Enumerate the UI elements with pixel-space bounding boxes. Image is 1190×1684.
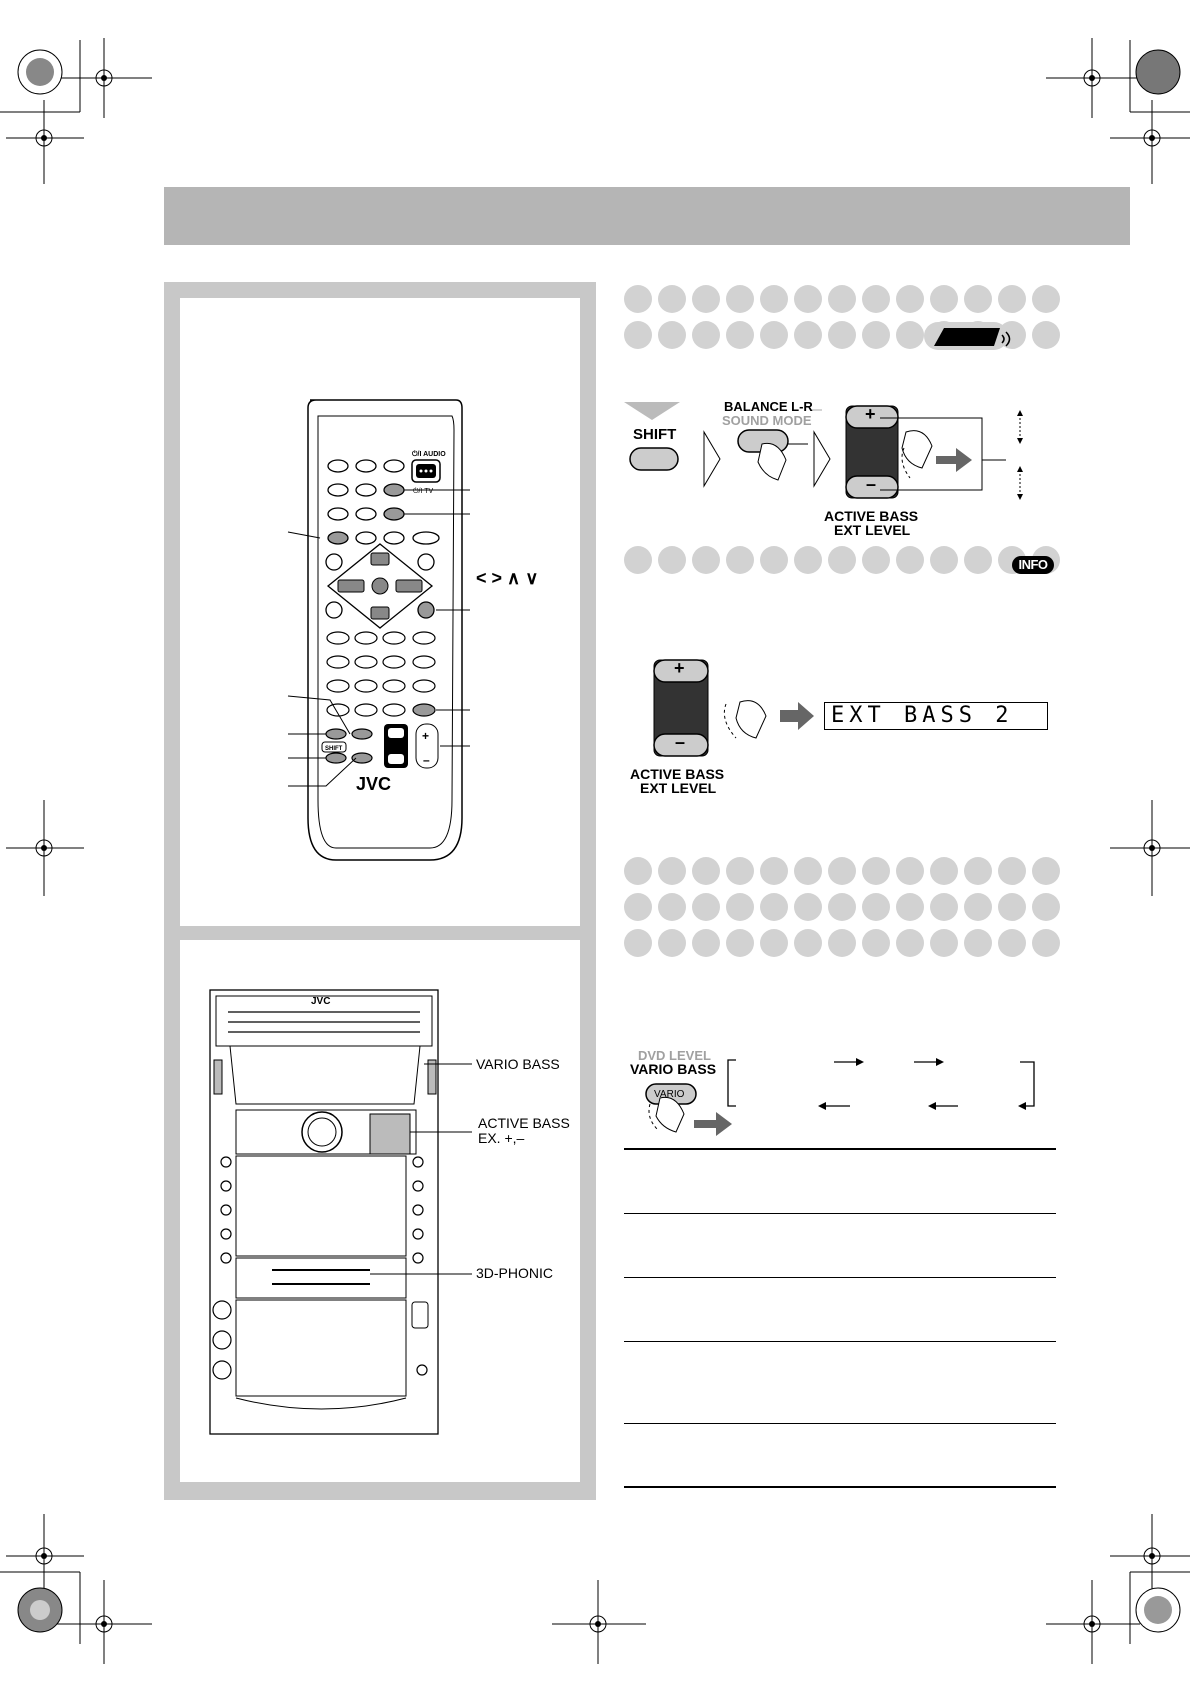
- step1-minus-label: –: [866, 474, 877, 494]
- step2-ext-level-label: EXT LEVEL: [640, 780, 717, 796]
- table-rule-6: [624, 1486, 1056, 1488]
- remote-shift-key-label: SHIFT: [325, 746, 343, 752]
- display-readout: EXT BASS 2: [824, 702, 1048, 730]
- svg-text:+: +: [422, 729, 430, 743]
- step2-plus-label: +: [674, 658, 685, 678]
- step2-active-bass-label: ACTIVE BASS: [630, 766, 725, 782]
- cursor-keys-label: < > ∧ ∨: [476, 568, 539, 588]
- callout-3d-phonic: 3D-PHONIC: [476, 1265, 554, 1281]
- step1-shift-label: SHIFT: [633, 426, 677, 443]
- tv-power-label: ⏻/I TV: [413, 488, 434, 495]
- step2-minus-label: –: [675, 732, 686, 752]
- remote-brand-logo: JVC: [356, 774, 392, 794]
- vario-button-label: VARIO: [654, 1089, 685, 1100]
- info-badge: INFO: [1012, 556, 1054, 574]
- callout-vario-bass: VARIO BASS: [476, 1056, 560, 1072]
- svg-text:–: –: [423, 753, 430, 767]
- table-rule-1: [624, 1148, 1056, 1150]
- sound-mode-label: SOUND MODE: [722, 413, 812, 428]
- table-rule-3: [624, 1277, 1056, 1278]
- table-rule-5: [624, 1423, 1056, 1424]
- vario-bass-label: VARIO BASS: [630, 1061, 717, 1077]
- step1-ext-level-label: EXT LEVEL: [834, 522, 911, 538]
- callout-ex-plus-minus: EX. +,–: [478, 1130, 525, 1146]
- dvd-level-label: DVD LEVEL: [638, 1048, 711, 1063]
- unit-brand-logo: JVC: [311, 996, 331, 1007]
- audio-power-label: ⏻/I AUDIO: [412, 451, 446, 458]
- step1-active-bass-label: ACTIVE BASS: [824, 508, 919, 524]
- callout-active-bass: ACTIVE BASS: [478, 1115, 570, 1131]
- table-rule-4: [624, 1341, 1056, 1342]
- table-rule-2: [624, 1213, 1056, 1214]
- balance-lr-label: BALANCE L-R: [724, 399, 813, 414]
- step1-plus-label: +: [865, 404, 876, 424]
